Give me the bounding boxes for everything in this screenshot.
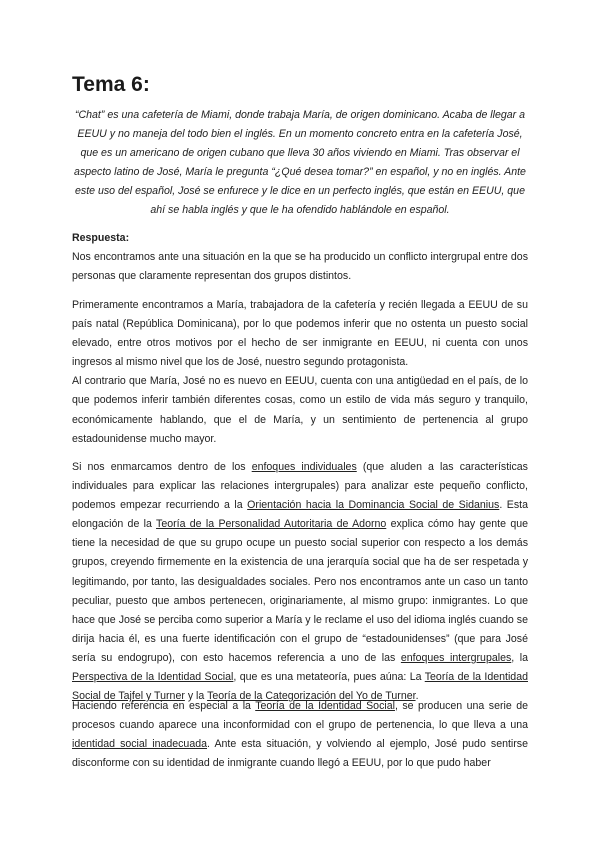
link-dominancia-social: Orientación hacia la Dominancia Social de Sidanius — [247, 499, 500, 512]
paragraph-2: Primeramente encontramos a María, trabajadora de la cafetería y recién llegada a EEUU de su país natal (República Dominicana), por lo que podemos inferir que no ostenta un puesto social elevado, entre otros motivos por el hecho de ser inmigrante en EEUU, ni cuenta con unos ingresos al mismo nivel que los de José, nuestro segundo protagonista. — [72, 299, 528, 369]
p5-text-1: Haciendo referencia en especial a la — [72, 700, 256, 712]
p4-text-5: , la — [511, 651, 528, 664]
link-enfoques-intergrupales: enfoques intergrupales — [400, 651, 512, 664]
page-title: Tema 6: — [72, 73, 150, 96]
link-enfoques-individuales: enfoques individuales — [251, 461, 357, 473]
link-teoria-identidad-social: Teoría de la Identidad Social — [255, 700, 395, 712]
p4-text-7: y la — [184, 690, 208, 703]
paragraph-3: Al contrario que María, José no es nuevo en EEUU, cuenta con una antigüedad en el país, de lo que podemos inferir también diferentes cosas, como un estilo de vida más seguro y tranquilo, económicamente hablando, que el de María, y un sentimiento de pertenencia al grupo estadounidense mucho mayor. — [72, 375, 528, 445]
p4-text-2: (que aluden a las características individuales para explicar las relaciones intergrupales) para analizar este pequeño conflicto, podemos empezar recurriendo a la — [72, 461, 528, 512]
paragraph-5 — [72, 697, 528, 773]
p5-text-3: . Ante esta situación, y volviendo al ejemplo, José pudo sentirse disconforme con su identidad de inmigrante cuando llegó a EEUU, por lo que pudo haber — [72, 738, 528, 770]
paragraph-4 — [72, 458, 528, 706]
link-identidad-social-tajfel-turner: Teoría de la Identidad Social de Tajfel y Turner — [72, 671, 528, 703]
p5-text-2: , se producen una serie de procesos cuando aparece una inconformidad con el grupo de pertenencia, lo que lleva a una — [72, 700, 528, 732]
link-identidad-social-inadecuada: identidad social inadecuada — [72, 738, 208, 751]
link-personalidad-autoritaria: Teoría de la Personalidad Autoritaria de Adorno — [156, 518, 387, 531]
p4-text-8: . — [415, 690, 419, 703]
paragraph-2-block — [72, 296, 528, 449]
answer-block — [72, 229, 528, 286]
p4-text-6: , que es una metateoría, pues aúna: La — [233, 671, 425, 684]
link-perspectiva-identidad-social: Perspectiva de la Identidad Social — [72, 671, 234, 684]
paragraph-1: Nos encontramos ante una situación en la que se ha producido un conflicto intergrupal entre dos personas que claramente representan dos grupos distintos. — [72, 251, 528, 283]
p4-text-1: Si nos enmarcamos dentro de los — [72, 461, 252, 473]
link-categorizacion-yo-turner: Teoría de la Categorización del Yo de Turner — [207, 690, 416, 703]
case-statement: “Chat” es una cafetería de Miami, donde trabaja María, de origen dominicano. Acaba de llegar a EEUU y no maneja del todo bien el inglés. En un momento concreto entra en la cafetería José, que es un americano de origen cubano que lleva 30 años viviendo en Miami. Tras observar el aspecto latino de José, María le pregunta “¿Qué desea tomar?” en español, y no en inglés. Ante este uso del español, José se enfurece y le dice en un perfecto inglés, que están en EEUU, que ahí se habla inglés y que le ha ofendido hablándole en español. — [74, 109, 526, 217]
p4-text-3: . Esta elongación de la — [72, 499, 528, 531]
p4-text-4: explica cómo hay gente que tiene la necesidad de que su grupo ocupe un puesto social superior con respecto a los demás grupos, creyendo firmemente en la existencia de una jerarquía social que ha de ser respetada y legitimando, por tanto, las desigualdades sociales. Pero nos encontramos ante un caso un tanto peculiar, puesto que ambos pertenecen, originariamente, al mismo grupo: inmigrantes. Lo que hace que José se perciba como superior a María y le reclame el uso del idioma inglés cuando se dirija hacia él, es una fuerte identificación con el grupo de “estadounidenses” (que para José sería su endogrupo), con esto hacemos referencia a uno de las — [72, 518, 528, 664]
answer-label: Respuesta: — [72, 232, 130, 244]
